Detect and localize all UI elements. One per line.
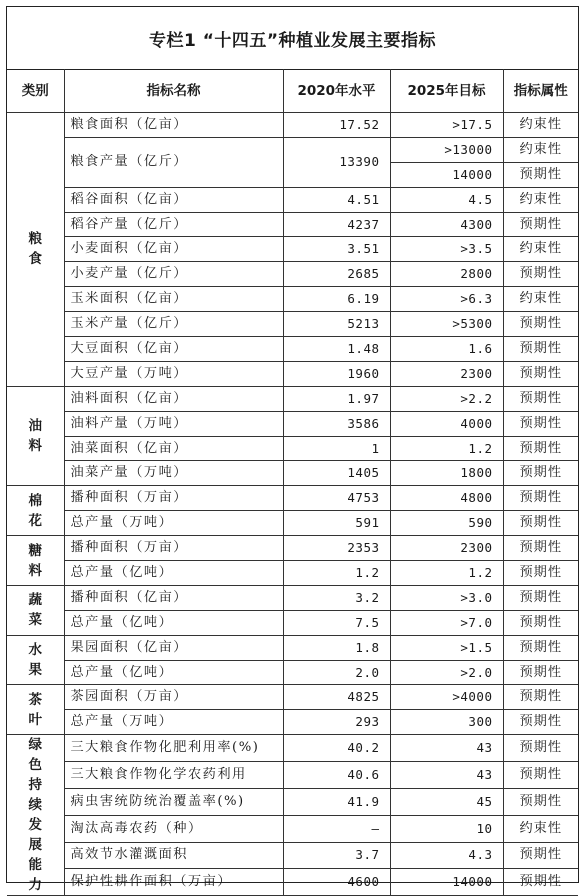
attribute-cell: 约束性 [503, 237, 578, 262]
table-row [7, 361, 578, 386]
value-2020-cell: 4237 [283, 212, 390, 237]
value-2020-cell: 2353 [283, 536, 390, 561]
indicator-name-cell: 播种面积（亿亩） [64, 585, 283, 610]
indicator-name-cell: 病虫害统防统治覆盖率(%) [64, 788, 283, 815]
attribute-cell: 预期性 [503, 842, 578, 869]
header-2020-level: 2020年水平 [283, 69, 390, 113]
target-2025-cell: 1800 [390, 461, 503, 486]
value-2020-cell: 591 [283, 511, 390, 536]
table-row [7, 137, 578, 162]
attribute-cell: 预期性 [503, 262, 578, 287]
table-title: 专栏1 “十四五”种植业发展主要指标 [7, 7, 578, 70]
indicator-name-cell: 三大粮食作物化学农药利用 [64, 762, 283, 789]
attribute-cell: 预期性 [503, 610, 578, 635]
target-2025-cell: 14000 [390, 162, 503, 187]
target-2025-cell: >5300 [390, 312, 503, 337]
table-row [7, 842, 578, 869]
value-2020-cell: 4.51 [283, 187, 390, 212]
category-cell [7, 635, 64, 685]
attribute-cell: 预期性 [503, 561, 578, 586]
attribute-cell: 预期性 [503, 710, 578, 735]
target-2025-cell: 43 [390, 735, 503, 762]
attribute-cell: 预期性 [503, 411, 578, 436]
indicator-name-cell: 高效节水灌溉面积 [64, 842, 283, 869]
target-2025-cell: 43 [390, 762, 503, 789]
target-2025-cell: 45 [390, 788, 503, 815]
attribute-cell: 预期性 [503, 436, 578, 461]
indicator-name-cell: 播种面积（万亩） [64, 486, 283, 511]
attribute-cell: 约束性 [503, 137, 578, 162]
table-row [7, 660, 578, 685]
attribute-cell: 约束性 [503, 287, 578, 312]
category-cell [7, 536, 64, 586]
category-cell [7, 113, 64, 387]
indicator-name-cell: 玉米产量（亿斤） [64, 312, 283, 337]
target-2025-cell: 4.3 [390, 842, 503, 869]
target-2025-cell: >3.5 [390, 237, 503, 262]
table-row [7, 312, 578, 337]
table-row [7, 511, 578, 536]
value-2020-cell: 17.52 [283, 113, 390, 138]
target-2025-cell: >13000 [390, 137, 503, 162]
table-row [7, 788, 578, 815]
value-2020-cell: 2.0 [283, 660, 390, 685]
table-row [7, 735, 578, 762]
table-row [7, 187, 578, 212]
attribute-cell: 预期性 [503, 685, 578, 710]
value-2020-cell: 3.2 [283, 585, 390, 610]
target-2025-cell: >1.5 [390, 635, 503, 660]
table-rows [7, 113, 578, 896]
indicator-name-cell: 油料面积（亿亩） [64, 386, 283, 411]
table-row [7, 262, 578, 287]
indicator-table-frame [6, 6, 579, 894]
category-cell [7, 735, 64, 896]
value-2020-cell: 5213 [283, 312, 390, 337]
attribute-cell: 预期性 [503, 337, 578, 362]
attribute-cell: 约束性 [503, 113, 578, 138]
target-2025-cell: >17.5 [390, 113, 503, 138]
value-2020-cell: 1.2 [283, 561, 390, 586]
attribute-cell: 预期性 [503, 486, 578, 511]
target-2025-cell: 2300 [390, 361, 503, 386]
indicator-name-cell: 粮食产量（亿斤） [64, 137, 283, 187]
category-label: 茶叶 [28, 691, 42, 728]
attribute-cell: 预期性 [503, 660, 578, 685]
indicator-name-cell: 保护性耕作面积（万亩） [64, 869, 283, 896]
indicator-name-cell: 玉米面积（亿亩） [64, 287, 283, 312]
value-2020-cell: 3.51 [283, 237, 390, 262]
attribute-cell: 预期性 [503, 386, 578, 411]
target-2025-cell: 300 [390, 710, 503, 735]
table-row [7, 287, 578, 312]
attribute-cell: 约束性 [503, 815, 578, 842]
category-label: 水果 [28, 642, 42, 679]
indicator-name-cell: 粮食面积（亿亩） [64, 113, 283, 138]
target-2025-cell: >6.3 [390, 287, 503, 312]
table-row [7, 815, 578, 842]
indicator-name-cell: 油料产量（万吨） [64, 411, 283, 436]
attribute-cell: 预期性 [503, 735, 578, 762]
indicator-name-cell: 果园面积（亿亩） [64, 635, 283, 660]
value-2020-cell: 293 [283, 710, 390, 735]
value-2020-cell: 7.5 [283, 610, 390, 635]
attribute-cell: 预期性 [503, 762, 578, 789]
table-row [7, 635, 578, 660]
attribute-cell: 预期性 [503, 312, 578, 337]
attribute-cell: 预期性 [503, 536, 578, 561]
target-2025-cell: 4000 [390, 411, 503, 436]
category-label: 糖料 [28, 542, 42, 579]
attribute-cell: 预期性 [503, 869, 578, 896]
table-row [7, 436, 578, 461]
target-2025-cell: 1.2 [390, 561, 503, 586]
value-2020-cell: 4753 [283, 486, 390, 511]
indicator-name-cell: 小麦产量（亿斤） [64, 262, 283, 287]
value-2020-cell: 4825 [283, 685, 390, 710]
indicator-name-cell: 三大粮食作物化肥利用率(%) [64, 735, 283, 762]
target-2025-cell: >3.0 [390, 585, 503, 610]
indicator-name-cell: 总产量（万吨） [64, 710, 283, 735]
indicator-name-cell: 总产量（亿吨） [64, 610, 283, 635]
target-2025-cell: 10 [390, 815, 503, 842]
category-label: 粮食 [28, 231, 42, 268]
value-2020-cell: 1 [283, 436, 390, 461]
header-category: 类别 [7, 69, 64, 113]
indicator-table [7, 69, 578, 896]
header-row [7, 69, 578, 113]
table-row [7, 337, 578, 362]
table-row [7, 610, 578, 635]
value-2020-cell: 41.9 [283, 788, 390, 815]
value-2020-cell: 1405 [283, 461, 390, 486]
table-row [7, 386, 578, 411]
category-cell [7, 386, 64, 486]
header-attribute: 指标属性 [503, 69, 578, 113]
header-2025-target: 2025年目标 [390, 69, 503, 113]
indicator-name-cell: 油菜面积（亿亩） [64, 436, 283, 461]
indicator-name-cell: 油菜产量（万吨） [64, 461, 283, 486]
attribute-cell: 预期性 [503, 788, 578, 815]
attribute-cell: 预期性 [503, 212, 578, 237]
target-2025-cell: 2800 [390, 262, 503, 287]
table-row [7, 536, 578, 561]
value-2020-cell: 2685 [283, 262, 390, 287]
table-row [7, 411, 578, 436]
table-row [7, 869, 578, 896]
table-row [7, 113, 578, 138]
indicator-name-cell: 大豆产量（万吨） [64, 361, 283, 386]
value-2020-cell: 3586 [283, 411, 390, 436]
value-2020-cell: 13390 [283, 137, 390, 187]
attribute-cell: 预期性 [503, 461, 578, 486]
value-2020-cell: 1960 [283, 361, 390, 386]
indicator-table-body [7, 69, 578, 896]
value-2020-cell: 1.97 [283, 386, 390, 411]
table-row [7, 486, 578, 511]
table-row [7, 685, 578, 710]
indicator-name-cell: 稻谷面积（亿亩） [64, 187, 283, 212]
indicator-name-cell: 茶园面积（万亩） [64, 685, 283, 710]
value-2020-cell: 4600 [283, 869, 390, 896]
category-label: 棉花 [28, 492, 42, 529]
target-2025-cell: 4.5 [390, 187, 503, 212]
category-label: 蔬菜 [28, 592, 42, 629]
table-row [7, 461, 578, 486]
category-cell [7, 486, 64, 536]
target-2025-cell: 1.2 [390, 436, 503, 461]
indicator-name-cell: 小麦面积（亿亩） [64, 237, 283, 262]
value-2020-cell: 40.2 [283, 735, 390, 762]
target-2025-cell: 14000 [390, 869, 503, 896]
indicator-name-cell: 总产量（万吨） [64, 511, 283, 536]
table-row [7, 561, 578, 586]
category-cell [7, 685, 64, 735]
target-2025-cell: 4300 [390, 212, 503, 237]
value-2020-cell: — [283, 815, 390, 842]
table-row [7, 585, 578, 610]
attribute-cell: 预期性 [503, 511, 578, 536]
category-label: 绿色持续发展能力 [28, 737, 42, 894]
header-indicator-name: 指标名称 [64, 69, 283, 113]
indicator-name-cell: 大豆面积（亿亩） [64, 337, 283, 362]
attribute-cell: 预期性 [503, 162, 578, 187]
table-row [7, 212, 578, 237]
attribute-cell: 预期性 [503, 635, 578, 660]
table-row [7, 237, 578, 262]
target-2025-cell: >4000 [390, 685, 503, 710]
target-2025-cell: 590 [390, 511, 503, 536]
indicator-name-cell: 总产量（亿吨） [64, 660, 283, 685]
table-row [7, 710, 578, 735]
attribute-cell: 约束性 [503, 187, 578, 212]
target-2025-cell: 2300 [390, 536, 503, 561]
attribute-cell: 预期性 [503, 361, 578, 386]
indicator-name-cell: 总产量（亿吨） [64, 561, 283, 586]
indicator-name-cell: 淘汰高毒农药（种） [64, 815, 283, 842]
target-2025-cell: >2.0 [390, 660, 503, 685]
category-label: 油料 [28, 418, 42, 455]
value-2020-cell: 1.48 [283, 337, 390, 362]
table-row [7, 762, 578, 789]
target-2025-cell: 1.6 [390, 337, 503, 362]
target-2025-cell: >2.2 [390, 386, 503, 411]
target-2025-cell: 4800 [390, 486, 503, 511]
indicator-name-cell: 播种面积（万亩） [64, 536, 283, 561]
value-2020-cell: 6.19 [283, 287, 390, 312]
value-2020-cell: 40.6 [283, 762, 390, 789]
target-2025-cell: >7.0 [390, 610, 503, 635]
value-2020-cell: 3.7 [283, 842, 390, 869]
category-cell [7, 585, 64, 635]
indicator-name-cell: 稻谷产量（亿斤） [64, 212, 283, 237]
attribute-cell: 预期性 [503, 585, 578, 610]
value-2020-cell: 1.8 [283, 635, 390, 660]
